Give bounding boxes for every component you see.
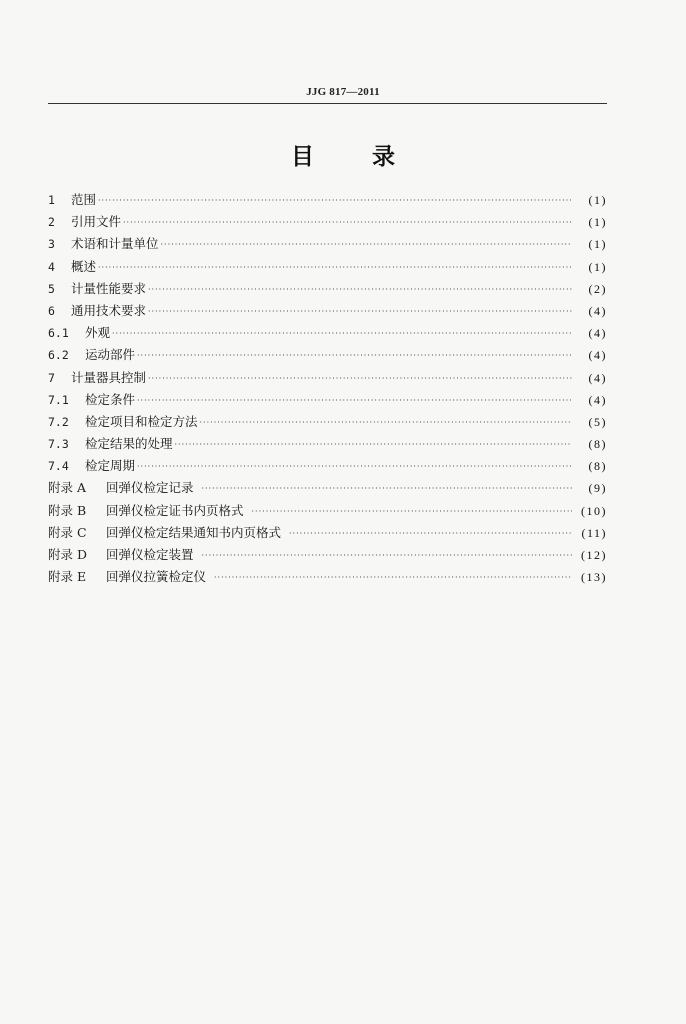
toc-entry-title: 范围 — [71, 192, 97, 207]
toc-entry-page: (4) — [588, 348, 607, 363]
toc-entry[interactable] — [48, 522, 607, 544]
toc-title-char-2: 录 — [372, 144, 395, 170]
toc-entry-page: (8) — [588, 437, 607, 452]
toc-entry-number: 4 — [48, 259, 55, 274]
toc-entry-number: 1 — [48, 193, 55, 207]
toc-entry-page: (10) — [581, 503, 607, 518]
toc-entry[interactable] — [48, 500, 607, 522]
toc-dot-leader — [202, 478, 572, 500]
toc-dot-leader — [148, 279, 572, 301]
toc-dot-leader — [148, 301, 572, 323]
toc-entry-page: (1) — [588, 193, 607, 207]
toc-entry[interactable] — [48, 433, 607, 455]
toc-dot-leader — [98, 257, 572, 279]
toc-entry[interactable] — [48, 566, 607, 588]
toc-entry-number: 5 — [48, 281, 55, 296]
toc-entry-title: 概述 — [71, 258, 97, 274]
toc-entry[interactable] — [48, 189, 607, 211]
toc-entry-page: (1) — [588, 237, 607, 252]
toc-title — [0, 138, 686, 171]
toc-entry-title: 检定结果的处理 — [85, 436, 173, 452]
toc-entry-title: 检定条件 — [85, 391, 136, 407]
toc-entry-title: 检定项目和检定方法 — [85, 413, 198, 429]
toc-entry[interactable] — [48, 278, 607, 300]
toc-entry-title: 计量性能要求 — [71, 280, 147, 296]
standard-code-header: JJG 817—2011 — [306, 86, 380, 98]
toc-entry[interactable] — [48, 344, 607, 366]
toc-entry[interactable] — [48, 300, 607, 322]
toc-title-char-1: 目 — [291, 144, 314, 170]
toc-entry[interactable] — [48, 477, 607, 499]
toc-dot-leader — [112, 323, 572, 345]
toc-entry-page: (1) — [588, 259, 607, 274]
toc-dot-leader — [148, 368, 572, 390]
toc-entry-number: 附录 E — [48, 569, 87, 585]
table-of-contents — [48, 189, 607, 588]
toc-entry-title: 回弹仪检定结果通知书内页格式 — [106, 524, 282, 540]
toc-entry[interactable] — [48, 322, 607, 344]
toc-entry-title: 通用技术要求 — [71, 302, 147, 318]
toc-entry[interactable] — [48, 389, 607, 411]
toc-entry-number: 7 — [48, 370, 55, 385]
toc-entry-number: 附录 A — [48, 480, 87, 496]
toc-entry[interactable] — [48, 256, 607, 278]
header-rule — [48, 103, 607, 104]
toc-entry-page: (4) — [588, 370, 607, 385]
toc-entry-title: 回弹仪检定装置 — [106, 547, 194, 562]
toc-entry-number: 3 — [48, 237, 55, 252]
toc-entry-page: (12) — [581, 548, 607, 562]
toc-dot-leader — [252, 501, 572, 523]
toc-dot-leader — [161, 234, 572, 256]
toc-entry[interactable] — [48, 211, 607, 233]
toc-entry-number: 6 — [48, 303, 55, 318]
toc-entry-number: 7.1 — [48, 392, 69, 407]
toc-entry[interactable] — [48, 411, 607, 433]
toc-dot-leader — [214, 567, 572, 589]
toc-entry-title: 运动部件 — [85, 347, 136, 363]
toc-dot-leader — [202, 545, 572, 567]
toc-entry-title: 回弹仪检定证书内页格式 — [106, 502, 244, 518]
toc-dot-leader — [137, 390, 572, 412]
toc-entry-page: (2) — [588, 281, 607, 296]
toc-entry-number: 7.2 — [48, 414, 69, 429]
toc-entry-title: 引用文件 — [71, 214, 122, 230]
toc-entry-title: 外观 — [85, 325, 111, 341]
toc-entry-number: 6.1 — [48, 326, 69, 341]
toc-dot-leader — [123, 212, 572, 234]
toc-entry-number: 7.3 — [48, 437, 69, 452]
toc-entry-page: (8) — [588, 459, 607, 474]
toc-entry-page: (13) — [581, 570, 607, 585]
toc-entry-page: (4) — [588, 326, 607, 341]
toc-entry[interactable] — [48, 367, 607, 389]
toc-entry-page: (5) — [588, 414, 607, 429]
toc-entry-page: (1) — [588, 215, 607, 230]
toc-entry-title: 计量器具控制 — [71, 369, 147, 385]
toc-dot-leader — [200, 412, 572, 434]
toc-entry-title: 回弹仪检定记录 — [106, 480, 194, 496]
toc-entry[interactable] — [48, 544, 607, 566]
toc-dot-leader — [137, 345, 572, 367]
toc-entry-number: 附录 B — [48, 502, 87, 518]
toc-dot-leader — [175, 434, 572, 456]
toc-entry-number: 6.2 — [48, 348, 69, 363]
toc-entry-number: 附录 C — [48, 524, 87, 540]
toc-entry-page: (11) — [581, 525, 607, 540]
toc-entry-page: (9) — [588, 481, 607, 496]
toc-entry-number: 7.4 — [48, 459, 69, 474]
toc-entry-number: 2 — [48, 215, 55, 230]
toc-entry-page: (4) — [588, 392, 607, 407]
toc-entry-title: 检定周期 — [85, 458, 136, 474]
toc-entry[interactable] — [48, 455, 607, 477]
toc-dot-leader — [98, 190, 572, 212]
toc-entry-title: 回弹仪拉簧检定仪 — [106, 569, 207, 585]
toc-entry-page: (4) — [588, 303, 607, 318]
toc-dot-leader — [289, 523, 572, 545]
toc-dot-leader — [137, 456, 572, 478]
toc-entry[interactable] — [48, 233, 607, 255]
toc-entry-title: 术语和计量单位 — [71, 236, 159, 252]
toc-entry-number: 附录 D — [48, 547, 87, 562]
